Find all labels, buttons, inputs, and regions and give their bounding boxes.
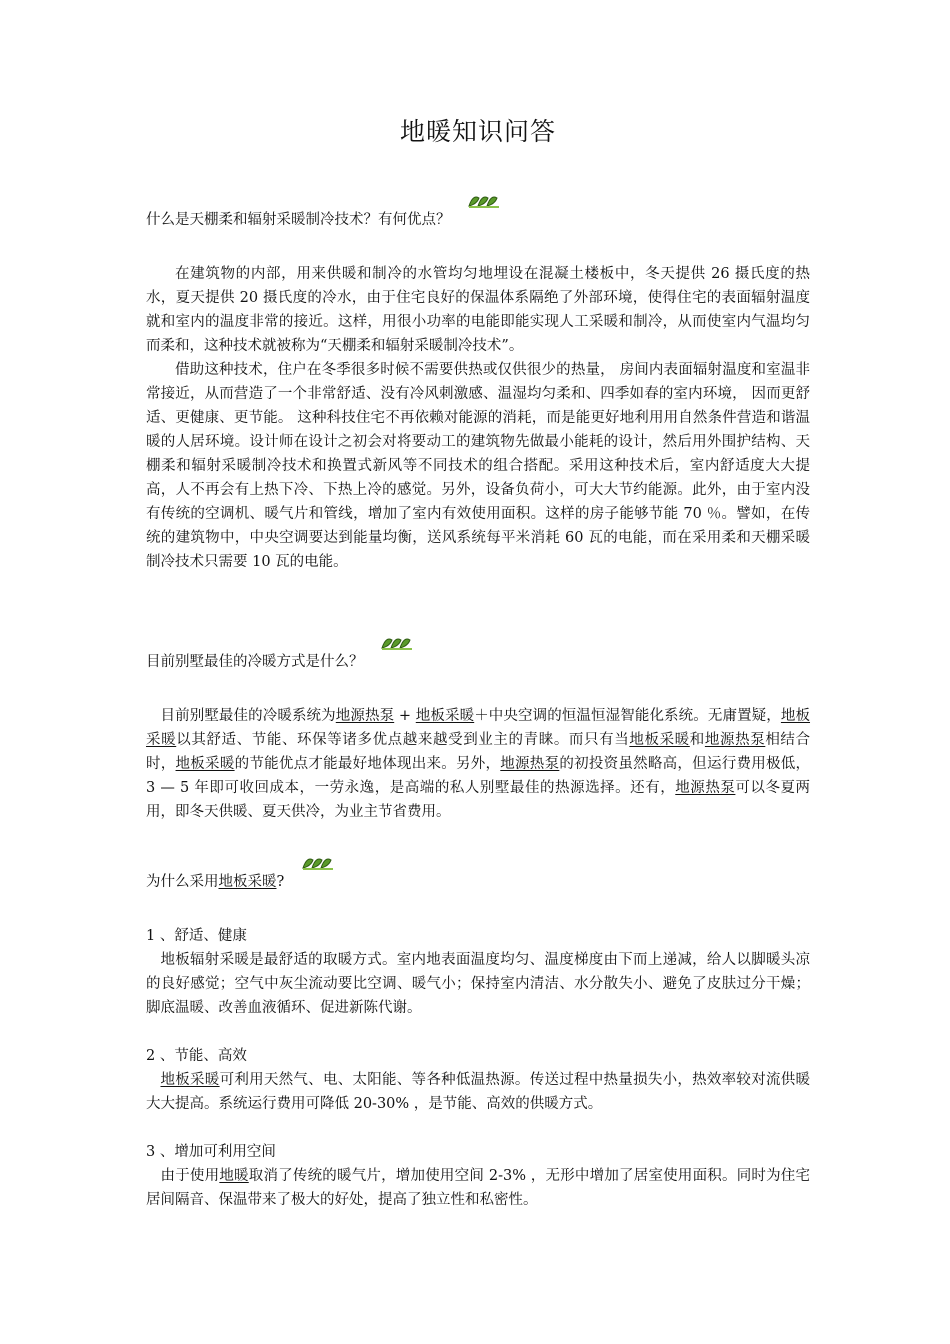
question-3-text: 为什么采用: [146, 874, 219, 890]
text-segment: 可利用天然气、电、太阳能、等各种低温热源。传送过程中热量损失小，热效率较对流供暖大大提高。系统运行费用可降低 20-30% ，是节能、高效的供暖方式。: [146, 1072, 811, 1112]
answer-1-paragraph-1: 在建筑物的内部，用来供暖和制冷的水管均匀地埋设在混凝土楼板中，冬天提供 26 摄氏度的热水，夏天提供 20 摄氏度的冷水，由于住宅良好的保温体系隔绝了外部环境，使得住宅的表面辐射温度就和室内的温度非常的接近。这样，用很小功率的电能即能实现人工采暖和制冷，从而使室内气温均匀而柔和，这种技术就被称为“天棚柔和辐射采暖制冷技术”。: [146, 266, 810, 354]
text-segment: 以其舒适、节能、环保等诸多优点越来越受到业主的青睐。而只有当: [176, 732, 630, 748]
item-1-text: 地板辐射采暖是最舒适的取暖方式。室内地表面温度均匀、温度梯度由下而上递减，给人以脚暖头凉的良好感觉；空气中灰尘流动要比空调、暖气小；保持室内清洁、水分散失小、避免了皮肤过分干燥；脚底温暖、改善血液循环、促进新陈代谢。: [146, 952, 810, 1016]
question-1-text: 什么是天棚柔和辐射采暖制冷技术？有何优点？: [146, 212, 451, 228]
link-ground-source-heat-pump[interactable]: 地源热泵: [500, 756, 560, 772]
text-segment: 由于使用: [160, 1168, 220, 1184]
answer-1-paragraph-2: 借助这种技术，住户在冬季很多时候不需要供热或仅供很少的热量， 房间内表面辐射温度和室温非常接近，从而营造了一个非常舒适、没有冷风刺激感、温湿均匀柔和、四季如春的室内环境， 因而更舒适、更健康、更节能。 这种科技住宅不再依赖对能源的消耗，而是能更好地利用用自然条件营造和谐温暖的人居环境。设计师在设计之初会对将要动工的建筑物先做最小能耗的设计，然后用外围护结构、天棚柔和辐射采暖制冷技术和换置式新风等不同技术的组合搭配。采用这种技术后，室内舒适度大大提高，人不再会有上热下冷、下热上冷的感觉。另外，设备负荷小，可大大节约能源。此外，由于室内没有传统的空调机、暖气片和管线，增加了室内有效使用面积。这样的房子能够节能 70 ％。譬如，在传统的建筑物中，中央空调要达到能量均衡，送风系统每平米消耗 60 瓦的电能，而在采用柔和天棚采暖制冷技术只需要 10 瓦的电能。: [146, 362, 810, 570]
link-floor-heating-short[interactable]: 地暖: [219, 1168, 249, 1184]
text-segment: 和: [689, 732, 705, 748]
leaf-arrow-icon: [380, 634, 416, 654]
text-segment: 的初投资虽然略高，但运行费用极低， 3 — 5 年即可收回成本，一劳永逸，是高端的私人别墅最佳的热源选择。还有，: [146, 756, 811, 796]
link-floor-heating[interactable]: 地板采暖: [160, 1072, 220, 1088]
link-ground-source-heat-pump[interactable]: 地源热泵: [704, 732, 766, 748]
item-2-text: [146, 1068, 810, 1116]
question-2: [146, 650, 810, 674]
link-ground-source-heat-pump[interactable]: 地源热泵: [335, 708, 395, 724]
text-segment: 相结合时，: [146, 732, 811, 772]
leaf-arrow-icon: [301, 854, 337, 874]
question-3-suffix: ?: [276, 874, 285, 890]
page-title: 地暖知识问答: [399, 117, 556, 146]
question-3: [146, 870, 810, 894]
link-floor-heating[interactable]: 地板采暖: [146, 708, 811, 748]
question-1: [146, 208, 810, 232]
text-segment: 目前别墅最佳的冷暖系统为: [160, 708, 336, 724]
item-2-title: 2 、节能、高效: [146, 1048, 247, 1064]
link-ground-source-heat-pump[interactable]: 地源热泵: [675, 780, 736, 796]
item-3-text: [146, 1164, 810, 1212]
item-3-title: 3 、增加可利用空间: [146, 1144, 276, 1160]
link-floor-heating[interactable]: 地板采暖: [175, 756, 235, 772]
link-floor-heating[interactable]: 地板采暖: [629, 732, 690, 748]
text-segment: +: [394, 708, 416, 724]
item-1-title: 1 、舒适、健康: [146, 928, 247, 944]
answer-2-paragraph: [146, 704, 810, 824]
link-floor-heating[interactable]: 地板采暖: [218, 874, 277, 890]
text-segment: 取消了传统的暖气片，增加使用空间 2-3% ，无形中增加了居室使用面积。同时为住宅居间隔音、保温带来了极大的好处，提高了独立性和私密性。: [146, 1168, 811, 1208]
text-segment: 的节能优点才能最好地体现出来。另外，: [234, 756, 501, 772]
leaf-arrow-icon: [467, 192, 503, 212]
text-segment: 可以冬夏两用，即冬天供暖、夏天供冷，为业主节省费用。: [146, 780, 811, 820]
question-2-text: 目前别墅最佳的冷暖方式是什么？: [146, 654, 364, 670]
text-segment: ＋中央空调的恒温恒湿智能化系统。无庸置疑，: [474, 708, 781, 724]
link-floor-heating[interactable]: 地板采暖: [415, 708, 475, 724]
